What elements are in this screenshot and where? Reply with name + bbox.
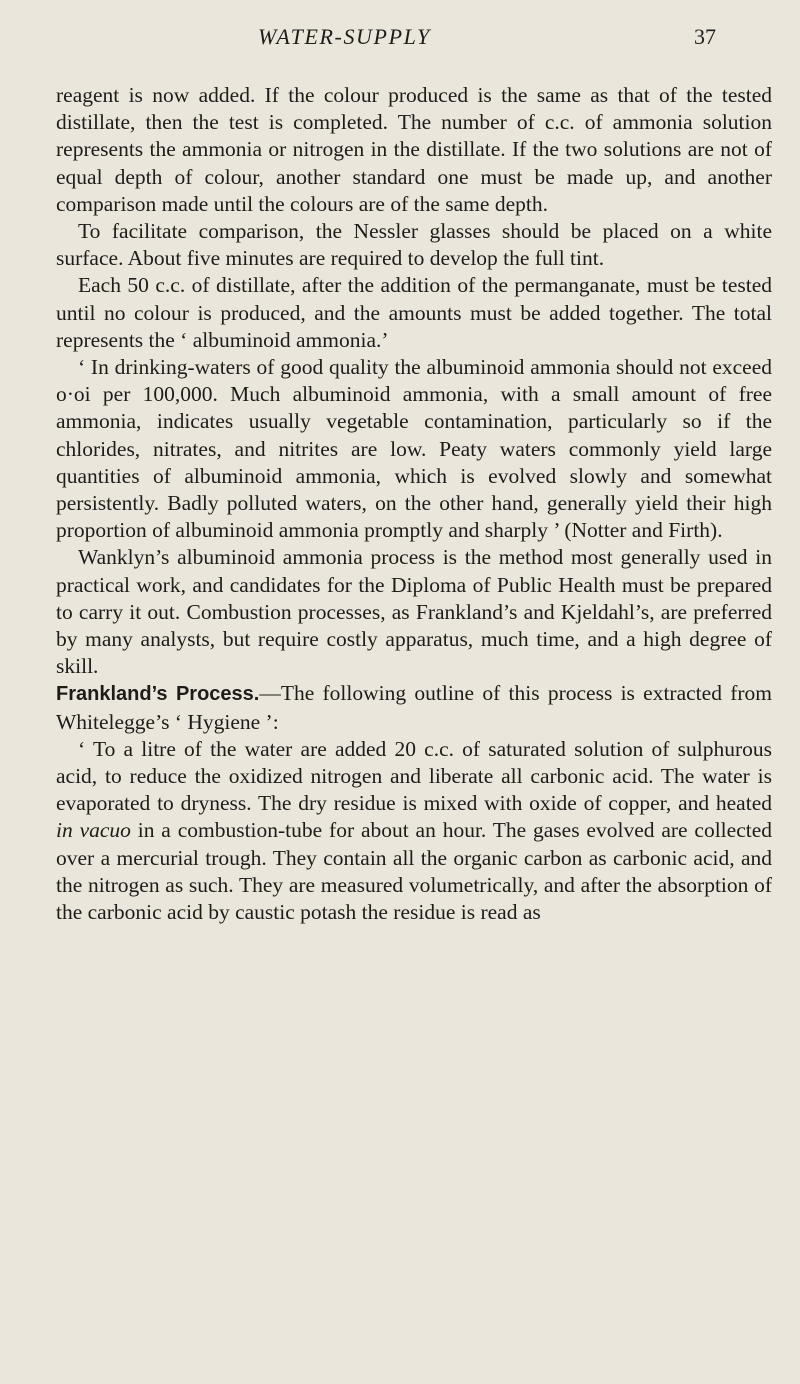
paragraph-frankland-process bbox=[56, 680, 772, 735]
paragraph-distillate-testing: Each 50 c.c. of distillate, after the addition of the permanganate, must be tested until no colour is produced, and the amounts must be added together. The total represents the ‘ albuminoid ammonia.’ bbox=[56, 273, 772, 352]
quote-text-start: ‘ To a litre of the water are added 20 c.c. of saturated solution of sulphurous acid, to reduce the oxidized nitrogen and liberate all carbonic acid. The water is evaporated to dryness. The dry residue is mixed with oxide of copper, and heated bbox=[56, 736, 772, 816]
paragraph-notter-firth-quote: ‘ In drinking-waters of good quality the albuminoid ammonia should not exceed o·oi per 100,000. Much albuminoid ammonia, with a small amount of free ammonia, indicates usually vegetable contamination, particularly so if the chlorides, nitrates, and nitrites are low. Peaty waters commonly yield large quantities of albuminoid ammonia, which is evolved slowly and somewhat persistently. Badly polluted waters, on the other hand, generally yield their high proportion of albuminoid ammonia promptly and sharply ’ (Notter and Firth). bbox=[56, 355, 772, 543]
running-title: WATER-SUPPLY bbox=[258, 24, 431, 49]
paragraph-reagent: reagent is now added. If the colour produced is the same as that of the tested distillate, then the test is completed. The number of c.c. of ammonia solution represents the ammonia or nitrogen in the distillate. If the two solutions are not of equal depth of colour, another standard one must be made up, and another comparison made until the colours are of the same depth. bbox=[56, 83, 772, 216]
page-number: 37 bbox=[694, 24, 716, 49]
paragraph-whitelegge-quote bbox=[56, 736, 772, 926]
quote-text-end: in a combustion-tube for about an hour. The gases evolved are collected over a mercurial trough. They contain all the organic carbon as carbonic acid, and the nitrogen as such. They are measured volumetrically, and after the absorption of the carbonic acid by caustic potash the residue is read as bbox=[56, 818, 773, 925]
frankland-process-heading: Frankland’s Process. bbox=[56, 683, 260, 706]
quote-italic-in-vacuo: in vacuo bbox=[56, 818, 131, 843]
paragraph-nessler-glasses: To facilitate comparison, the Nessler glasses should be placed on a white surface. About five minutes are required to develop the full tint. bbox=[56, 219, 772, 271]
running-head bbox=[0, 20, 800, 60]
frankland-process-intro: —The following outline of this process is extracted from Whitelegge’s ‘ Hygiene ’: bbox=[56, 681, 772, 734]
paragraph-wanklyn-process: Wanklyn’s albuminoid ammonia process is the method most generally used in practical work, and candidates for the Diploma of Public Health must be prepared to carry it out. Combustion processes, as Frankland’s and Kjeldahl’s, are preferred by many analysts, but require costly apparatus, much time, and a high degree of skill. bbox=[56, 545, 772, 679]
body-text bbox=[56, 82, 772, 926]
